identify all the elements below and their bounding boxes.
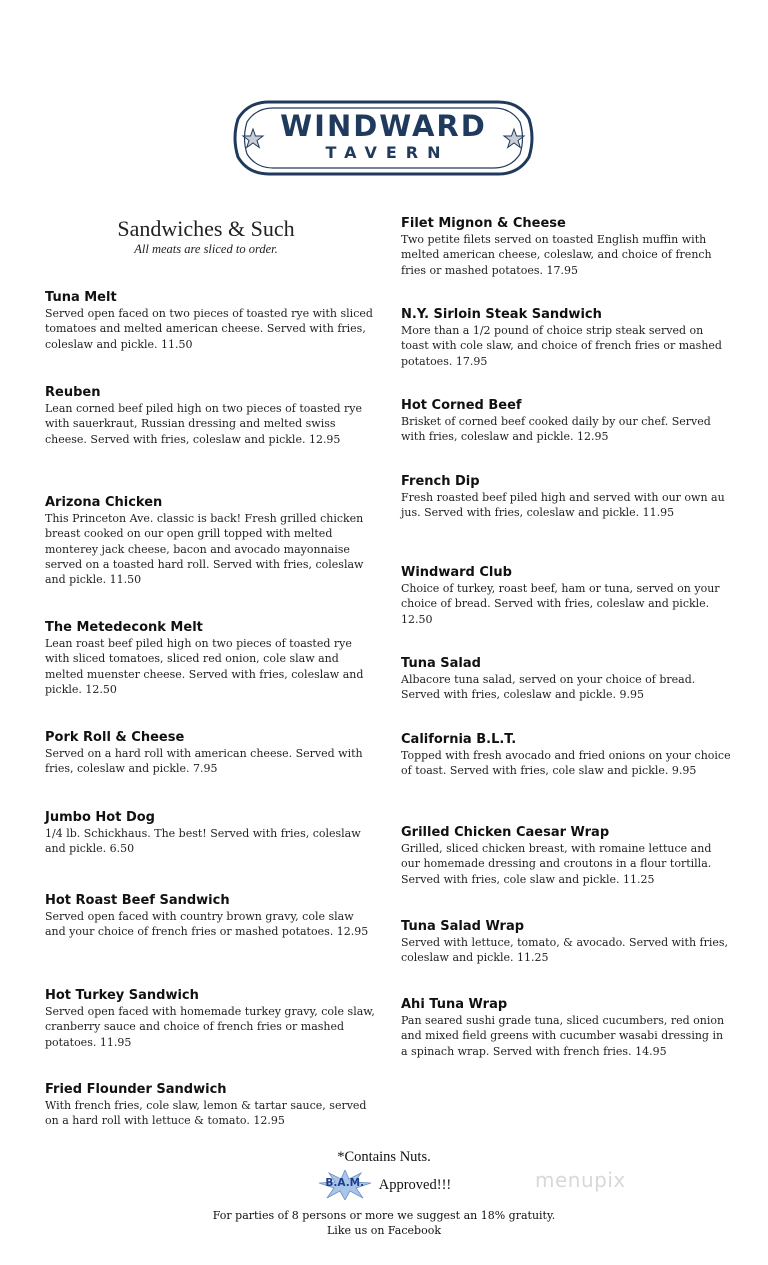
menu-item bbox=[45, 893, 375, 940]
menu-item bbox=[45, 385, 375, 447]
item-name: N.Y. Sirloin Steak Sandwich bbox=[401, 307, 602, 322]
section-title: Sandwiches & Such bbox=[117, 216, 295, 241]
bam-badge bbox=[317, 1170, 373, 1200]
item-name: California B.L.T. bbox=[401, 732, 517, 747]
menu-item bbox=[401, 656, 731, 703]
menu-item bbox=[401, 997, 731, 1059]
item-description: Served open faced on two pieces of toasted rye with sliced tomatoes and melted american cheese. Served with fries, coleslaw and pickle. 11.50 bbox=[45, 307, 373, 351]
bam-badge-label: B.A.M. bbox=[325, 1177, 365, 1189]
item-name: Pork Roll & Cheese bbox=[45, 730, 185, 745]
item-description: Fresh roasted beef piled high and served with our own au jus. Served with fries, coleslaw and pickle. 11.95 bbox=[401, 491, 725, 520]
item-name: Filet Mignon & Cheese bbox=[401, 216, 566, 231]
item-description: Served with lettuce, tomato, & avocado. Served with fries, coleslaw and pickle. 11.25 bbox=[401, 936, 729, 965]
item-description: With french fries, cole slaw, lemon & tartar sauce, served on a hard roll with lettuce & tomato. 12.95 bbox=[45, 1099, 367, 1128]
item-name: Grilled Chicken Caesar Wrap bbox=[401, 825, 610, 840]
facebook-link[interactable]: Like us on Facebook bbox=[327, 1224, 441, 1237]
item-name: Reuben bbox=[45, 385, 101, 400]
item-name: Arizona Chicken bbox=[45, 495, 163, 510]
menupix-watermark: menupix bbox=[535, 1168, 626, 1192]
item-description: Served open faced with homemade turkey gravy, cole slaw, cranberry sauce and choice of french fries or mashed potatoes. 11.95 bbox=[45, 1005, 375, 1049]
item-description: Grilled, sliced chicken breast, with romaine lettuce and our homemade dressing and croutons in a flour tortilla. Served with fries, cole slaw and pickle. 11.25 bbox=[401, 842, 712, 886]
gratuity-note: For parties of 8 persons or more we suggest an 18% gratuity. bbox=[212, 1209, 556, 1222]
item-description: Topped with fresh avocado and fried onions on your choice of toast. Served with fries, cole slaw and pickle. 9.95 bbox=[401, 749, 731, 778]
windward-tavern-logo bbox=[229, 99, 538, 177]
menu-item bbox=[45, 988, 375, 1050]
item-name: Hot Corned Beef bbox=[401, 398, 522, 413]
section-subtitle: All meats are sliced to order. bbox=[134, 242, 278, 256]
item-name: French Dip bbox=[401, 474, 480, 489]
menu-item bbox=[45, 495, 375, 587]
bam-approved bbox=[317, 1170, 451, 1200]
item-name: Tuna Melt bbox=[45, 290, 117, 305]
item-description: Served on a hard roll with american cheese. Served with fries, coleslaw and pickle. 7.95 bbox=[45, 747, 363, 776]
item-name: Windward Club bbox=[401, 565, 512, 580]
item-name: The Metedeconk Melt bbox=[45, 620, 203, 635]
menu-item bbox=[45, 620, 375, 697]
item-description: 1/4 lb. Schickhaus. The best! Served with fries, coleslaw and pickle. 6.50 bbox=[45, 827, 361, 856]
menu-item bbox=[45, 810, 375, 857]
item-name: Hot Turkey Sandwich bbox=[45, 988, 199, 1003]
menu-item bbox=[401, 825, 731, 887]
approved-text: Approved!!! bbox=[378, 1176, 452, 1193]
logo-title: WINDWARD bbox=[280, 109, 487, 143]
menu-item bbox=[401, 474, 731, 521]
item-name: Jumbo Hot Dog bbox=[45, 810, 155, 825]
menu-item bbox=[45, 290, 375, 352]
menu-item bbox=[401, 216, 731, 278]
bam-approved-row bbox=[0, 1170, 768, 1204]
item-description: Served open faced with country brown gravy, cole slaw and your choice of french fries or mashed potatoes. 12.95 bbox=[45, 910, 369, 939]
item-name: Hot Roast Beef Sandwich bbox=[45, 893, 230, 908]
menu-item bbox=[45, 730, 375, 777]
logo-subtitle: TAVERN bbox=[325, 143, 450, 162]
contains-nuts-note: *Contains Nuts. bbox=[337, 1149, 431, 1165]
menu-item bbox=[401, 307, 731, 369]
item-description: Albacore tuna salad, served on your choice of bread. Served with fries, coleslaw and pickle. 9.95 bbox=[401, 673, 696, 702]
item-description: Brisket of corned beef cooked daily by our chef. Served with fries, coleslaw and pickle. 12.95 bbox=[401, 415, 711, 444]
item-name: Ahi Tuna Wrap bbox=[401, 997, 508, 1012]
menu-item bbox=[401, 398, 731, 445]
menu-item bbox=[401, 565, 731, 627]
item-description: This Princeton Ave. classic is back! Fresh grilled chicken breast cooked on our open grill topped with melted monterey jack cheese, bacon and avocado mayonnaise served on a toasted hard roll. Served with fries, coleslaw and pickle. 11.50 bbox=[45, 512, 364, 587]
item-description: Choice of turkey, roast beef, ham or tuna, served on your choice of bread. Served with fries, coleslaw and pickle. 12.50 bbox=[401, 582, 720, 626]
item-description: Pan seared sushi grade tuna, sliced cucumbers, red onion and mixed field greens with cucumber wasabi dressing in a spinach wrap. Served with french fries. 14.95 bbox=[401, 1014, 725, 1058]
item-name: Tuna Salad Wrap bbox=[401, 919, 525, 934]
menu-item bbox=[401, 919, 731, 966]
item-description: Lean roast beef piled high on two pieces of toasted rye with sliced tomatoes, sliced red onion, cole slaw and melted muenster cheese. Served with fries, coleslaw and pickle. 12.50 bbox=[45, 637, 364, 696]
item-name: Tuna Salad bbox=[401, 656, 481, 671]
item-description: Two petite filets served on toasted English muffin with melted american cheese, coleslaw, and choice of french fries or mashed potatoes. 17.95 bbox=[401, 233, 712, 277]
item-description: Lean corned beef piled high on two pieces of toasted rye with sauerkraut, Russian dressing and melted swiss cheese. Served with fries, coleslaw and pickle. 12.95 bbox=[45, 402, 363, 446]
item-description: More than a 1/2 pound of choice strip steak served on toast with cole slaw, and choice of french fries or mashed potatoes. 17.95 bbox=[401, 324, 722, 368]
menu-item bbox=[401, 732, 731, 779]
item-name: Fried Flounder Sandwich bbox=[45, 1082, 227, 1097]
menu-item bbox=[45, 1082, 375, 1129]
